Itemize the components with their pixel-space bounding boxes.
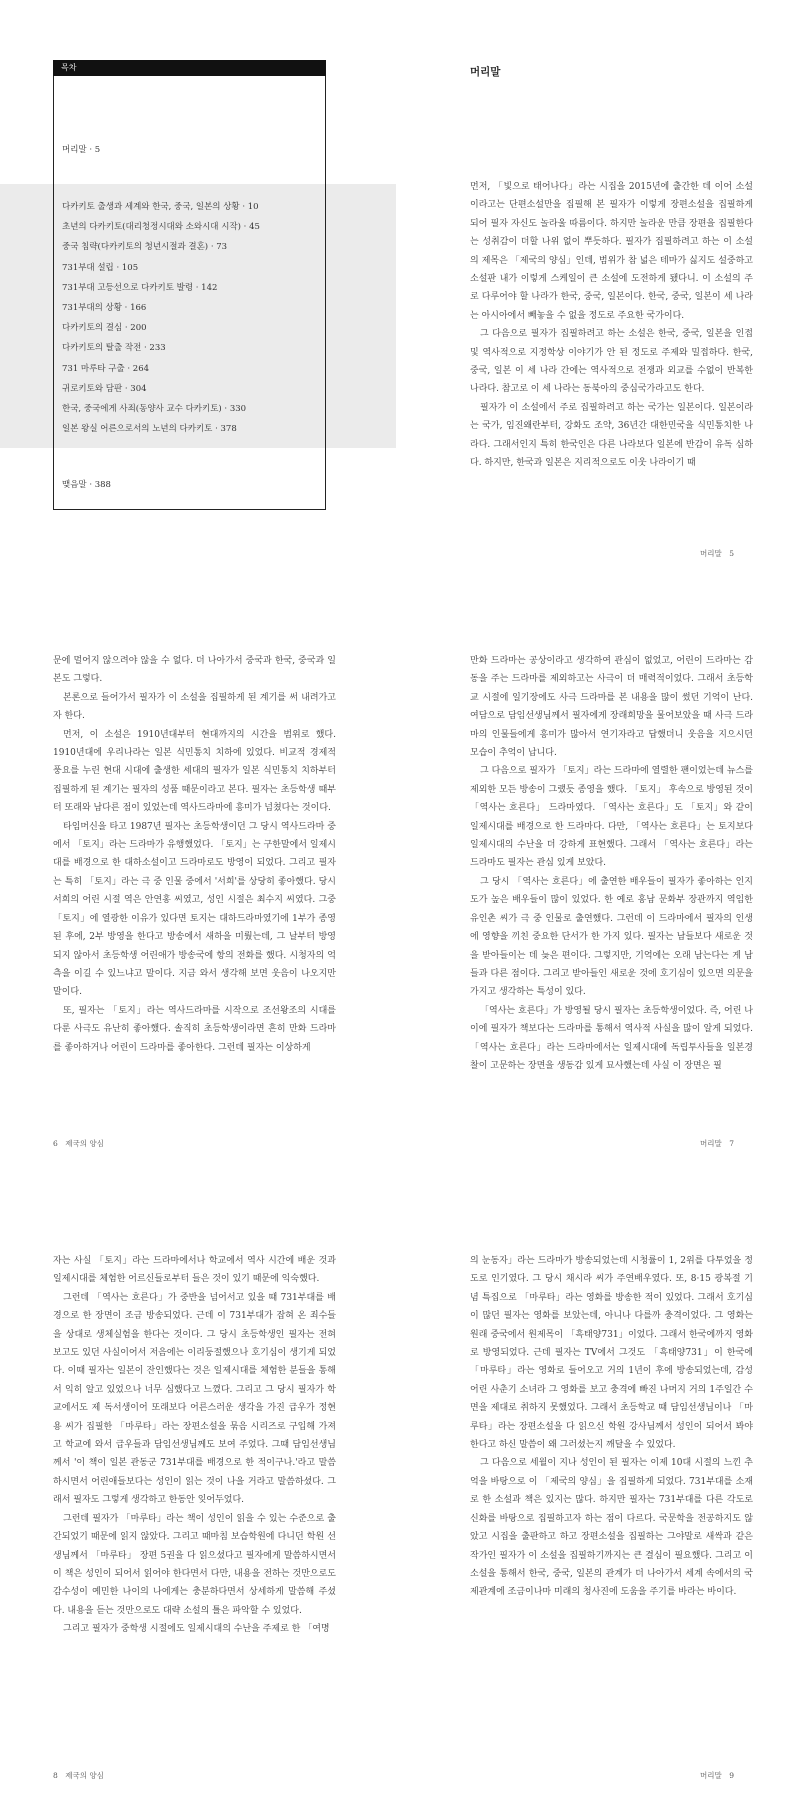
toc-header: 목차 — [53, 60, 326, 76]
body-paragraph: 「역사는 흐른다」가 방영될 당시 필자는 초등학생이었다. 즉, 어린 나이에 필자가 책보다는 드라마를 통해서 역사적 사실을 많이 알게 되었다. 「역사는 흐른다」라는 드라마에서는 일제시대에 독립투사들을 일본경찰이 고문하는 장면을 생동감 있게 묘사했는데 사실 이 장면은 필 — [470, 1005, 753, 1071]
spread-2 — [0, 600, 810, 1180]
toc-entry[interactable]: 다카키토의 결심 · 200 — [62, 323, 147, 334]
page-8-folio: 8 제국의 양심 — [53, 1771, 104, 1780]
body-paragraph: 의 눈동자」라는 드라마가 방송되었는데 시청률이 1, 2위를 다투었을 정도로 인기였다. 그 당시 채시라 씨가 주연배우였다. 또, 8·15 광복절 기념 특집으로 「마루타」라는 영화를 방송한 적이 있었다. 그래서 호기심이 많던 필자는 영화를 보았는데, 아니나 다를까 충격이었다. 그 영화는 원래 중국에서 원제목이 「흑태양731」이었다. 그래서 한국에까지 영화로 방영되었다. 근데 필자는 TV에서 그것도 「흑태양731」이 한국에 「마루타」라는 영화로 들어오고 거의 1년이 후에 방송되었는데, 감성 어린 사춘기 소녀라 그 영화를 보고 충격에 빠진 나머지 거의 1주일간 수면을 제대로 취하지 못했었다. 그래서 초등학교 때 담임선생님이나 「마루타」라는 장편소설을 다 읽으신 학원 강사님께서 성인이 되어서 봐야 한다고 하신 말씀이 왜 그러셨는지 깨달을 수 있었다. — [470, 1256, 753, 1451]
toc-entry[interactable]: 귀로키토와 담판 · 304 — [62, 383, 147, 394]
body-paragraph: 자는 사실 「토지」라는 드라마에서나 학교에서 역사 시간에 배운 것과 일제시대를 체험한 어르신들로부터 들은 것이 있기 때문에 익숙했다. — [53, 1256, 336, 1285]
toc-entry[interactable]: 다카키토의 탈출 작전 · 233 — [62, 343, 166, 354]
body-paragraph: 먼저, 「빛으로 태어나다」라는 시집을 2015년에 출간한 데 이어 소설이라고는 단편소설만을 집필해 본 필자가 이렇게 장편소설을 집필하게 되어 필자 자신도 놀라울 따름이다. 하지만 놀라운 만큼 장편을 집필한다는 성취감이 더할 나위 없이 뿌듯하다. 필자가 집필하려고 하는 이 소설의 제목은 「제국의 양심」인데, 범위가 참 넓은 테마가 싫지도 설중하고 소설판 내가 이렇게 스케일이 큰 소설에 도전하게 됐다니. 이 소설의 주로 다루어야 할 나라가 한국, 중국, 일본이다. 한국, 중국, 일본이 세 나라는 아시아에서 빼놓을 수 없을 정도로 주요한 국가이다. — [470, 182, 753, 321]
toc-entry[interactable]: 초년의 다카키토(대리청정시대와 소와시대 시작) · 45 — [62, 222, 260, 233]
body-paragraph: 또, 필자는 「토지」라는 역사드라마를 시작으로 조선왕조의 시대를 다룬 사극도 유난히 좋아했다. 솔직히 초등학생이라면 흔히 만화 드라마를 좋아하거나 어린이 드라마를 좋아한다. 그런데 필자는 이상하게 — [53, 1005, 336, 1053]
body-paragraph: 만화 드라마는 공상이라고 생각하여 관심이 없었고, 어린이 드라마는 감동을 주는 드라마를 제외하고는 사극이 더 매력적이었다. 그래서 초등학교 시절에 일기장에도 사극 드라마를 본 내용을 많이 썼던 기억이 난다. 여담으로 담임선생님께서 필자에게 장래희망을 물어보았을 때 사극 드라마의 인물들에게 흥미가 많아서 연기자라고 답했더니 웃음을 지으시던 모습이 추억이 납니다. — [470, 656, 753, 759]
body-paragraph: 그런데 「역사는 흐른다」가 중반을 넘어서고 있을 때 731부대를 배경으로 한 장면이 조금 방송되었다. 근데 이 731부대가 잡혀 온 죄수들을 상대로 생체실험을 한다는 것이다. 그 당시 초등학생인 필자는 전혀 보고도 있던 사실이어서 저음에는 이리둥절했으나 호기심이 생기게 되었다. 이때 필자는 일본이 잔인했다는 것은 일제시대를 체험한 분들을 통해서 익히 알고 있었으나 너무 심했다고 느꼈다. 그리고 그 당시 필자가 학교에서도 제 독서생이어 또래보다 어른스러운 생각을 가진 급우가 정현용 씨가 집필한 「마루타」라는 장편소설을 묶음 시리즈로 구입해 가져고 학교에 와서 급우들과 담임선생님께도 보여 주었다. 그때 담임선생님께서 '이 책이 일본 관동군 731부대를 배경으로 한 적이구나.'라고 말씀하시면서 어린애들보다는 성인이 읽는 것이 나을 거라고 말씀하셨다. 그래서 필자도 그렇게 생각하고 한동안 잊어두었다. — [53, 1292, 336, 1506]
toc-entry[interactable]: 731부대 설립 · 105 — [62, 262, 139, 273]
page-6-folio: 6 제국의 양심 — [53, 1139, 104, 1148]
toc-list — [62, 197, 260, 439]
preface-title: 머리말 — [470, 66, 501, 78]
page-8-body — [53, 1252, 336, 1639]
body-paragraph: 그 다음으로 필자가 집필하려고 하는 소설은 한국, 중국, 일본을 인접 및 역사적으로 지정학상 이야기가 안 된 정도로 주제와 밀접하다. 한국, 중국, 일본 이 세 나라 간에는 역사적으로 전쟁과 외교를 수없이 반복한 나라다. 참고로 이 세 나라는 동북아의 중심국가라고도 한다. — [470, 329, 753, 395]
page-7-folio: 머리말 7 — [700, 1139, 735, 1148]
toc-entry[interactable]: 다카키토 출생과 세계와 한국, 중국, 일본의 상황 · 10 — [62, 202, 259, 212]
body-paragraph: 그 다음으로 필자가 「토지」라는 드라마에 열렬한 팬이었는데 뉴스를 제외한 모든 방송이 그랬듯 종영을 했다. 「토지」 후속으로 방영된 것이 「역사는 흐른다」 드라마였다. 「역사는 흐른다」도 「토지」와 같이 일제시대를 배경으로 한 드라마다. 다만, 「역사는 흐른다」는 토지보다 일제시대의 수난을 더 강하게 표현했다. 그래서 「역사는 흐른다」라는 드라마도 필자는 관심 있게 보았다. — [470, 766, 753, 869]
spread-3 — [0, 1200, 810, 1800]
body-paragraph: 그런데 필자가 「마루타」라는 책이 성인이 읽을 수 있는 수준으로 출간되었기 때문에 읽지 않았다. 그리고 때마침 보습학원에 다니던 학원 선생님께서 「마루타」 장편 5권을 다 읽으셨다고 필자에게 말씀하시면서 이 책은 성인이 되어서 읽어야 한다면서 다만, 내용을 전하는 것만으로도 감수성이 예민한 나이의 나에게는 충분하다면서 상세하게 말씀해 주셨다. 내용을 듣는 것만으로도 대략 소설의 틀은 파악할 수 있었다. — [53, 1513, 336, 1616]
page-5-folio: 머리말 5 — [700, 549, 735, 558]
toc-entry-preface[interactable]: 머리말 · 5 — [62, 145, 101, 155]
body-paragraph: 필자가 이 소설에서 주로 집필하려고 하는 국가는 일본이다. 일본이라는 국가, 임진왜란부터, 강화도 조약, 36년간 대한민국을 식민통치한 나라다. 그래서인지 특히 한국인은 다른 나라보다 일본에 반감이 유독 심하다. 하지만, 한국과 일본은 지리적으로도 이웃 나라이기 때 — [470, 402, 753, 469]
body-paragraph: 타임머신을 타고 1987년 필자는 초등학생이던 그 당시 역사드라마 중에서 「토지」라는 드라마가 유행했었다. 「토지」는 구한말에서 일제시대를 배경으로 한 대하소설이고 드라마로도 방영이 되었다. 그리고 필자는 특히 「토지」라는 극 중 인물 중에서 '서희'를 상당히 좋아했다. 당시 서희의 어린 시절 역은 안연홍 씨였고, 성인 시절은 최수지 씨였다. 그중 「토지」에 열광한 이유가 있다면 토지는 대하드라마였기에 1부가 종영된 후에, 2부 방영을 한다고 방송에서 새하을 미뤘는데, 그 날부터 방영되지 않아서 초등학생 어린애가 방송국에 항의 전화를 했다. 시청자의 억측을 이길 수 있느냐고 말이다. 지금 와서 생각해 보면 웃음이 나오지만 말이다. — [53, 821, 336, 998]
toc-entry[interactable]: 중국 침략(다카키토의 청년시절과 결혼) · 73 — [62, 242, 228, 253]
body-paragraph: 그 당시 「역사는 흐른다」에 출연한 배우들이 필자가 좋아하는 인지도가 높은 배우들이 많이 있었다. 한 예로 홍남 문화부 장관까지 역임한 유인촌 씨가 극 중 인물로 출연했다. 그런데 이 드라마에서 필자의 인생에 영향을 끼친 중요한 단서가 한 가지 있다. 필자는 남들보다 새로운 것을 받아들이는 데 늦은 편이다. 그렇지만, 기억에는 오래 남는다는 게 남들과 다른 점이다. 그리고 받아들인 새로운 것에 호기심이 있으면 의문을 가지고 생각하는 특성이 있다. — [470, 876, 753, 998]
toc-entry[interactable]: 일본 왕실 어른으로서의 노년의 다카키토 · 378 — [62, 424, 237, 435]
body-paragraph: 그 다음으로 세월이 지나 성인이 된 필자는 이제 10대 시절의 느낀 추억을 바탕으로 이 「제국의 양심」을 집필하게 되었다. 731부대를 소재로 한 소설과 책은 있지는 많다. 하지만 필자는 731부대를 다른 각도로 신화를 바탕으로 집필하고자 하는 점이 다르다. 국문학을 전공하지도 않았고 시집을 출판하고 하고 장편소설을 집필하는 그야말로 새싹과 같은 작가인 필자가 이 소설을 집필하기까지는 큰 결심이 필요했다. 그리고 이 소설을 통해서 한국, 중국, 일본의 관계가 더 나아가서 세계 속에서의 국제관계에 조금이나마 미래의 청사진에 도움을 주기를 바라는 바이다. — [470, 1458, 753, 1598]
toc-entry[interactable]: 731 마루타 구출 · 264 — [62, 363, 150, 374]
toc-entry[interactable]: 731부대의 상황 · 166 — [62, 302, 147, 313]
body-paragraph: 그리고 필자가 중학생 시절에도 일제시대의 수난을 주제로 한 「여명 — [63, 1624, 330, 1635]
page-9-folio: 머리말 9 — [700, 1771, 735, 1780]
toc-entry-afterword[interactable]: 맺음말 · 388 — [62, 480, 111, 490]
body-paragraph: 본론으로 들어가서 필자가 이 소설을 집필하게 된 계기를 써 내려가고자 한다. — [53, 692, 336, 722]
toc-entry[interactable]: 731부대 고등선으로 다카키토 발령 · 142 — [62, 282, 218, 293]
spread-1 — [0, 0, 810, 580]
page-5-body — [470, 178, 753, 473]
page-9-body — [470, 1252, 753, 1602]
page-6-body — [53, 652, 336, 1057]
body-paragraph: 먼저, 이 소설은 1910년대부터 현대까지의 시간을 범위로 했다. 1910년대에 우리나라는 일본 식민통치 치하에 있었다. 비교적 경제적 풍요를 누린 현대 시대에 출생한 세대의 필자가 일본 식민통치 치하부터 집필하게 된 계기는 필자의 성품 때문이라고 본다. 필자는 초등학생 때부터 또래와 남다른 점이 있었는데 역사드라마에 흥미가 넘쳤다는 것이다. — [53, 729, 336, 814]
page-7-body — [470, 652, 753, 1075]
body-paragraph: 문에 멀어지 않으려야 않을 수 없다. 더 나아가서 중국과 한국, 중국과 일본도 그렇다. — [53, 656, 336, 685]
toc-entry[interactable]: 한국, 중국에게 사죄(동양사 교수 다카키토) · 330 — [62, 403, 247, 414]
